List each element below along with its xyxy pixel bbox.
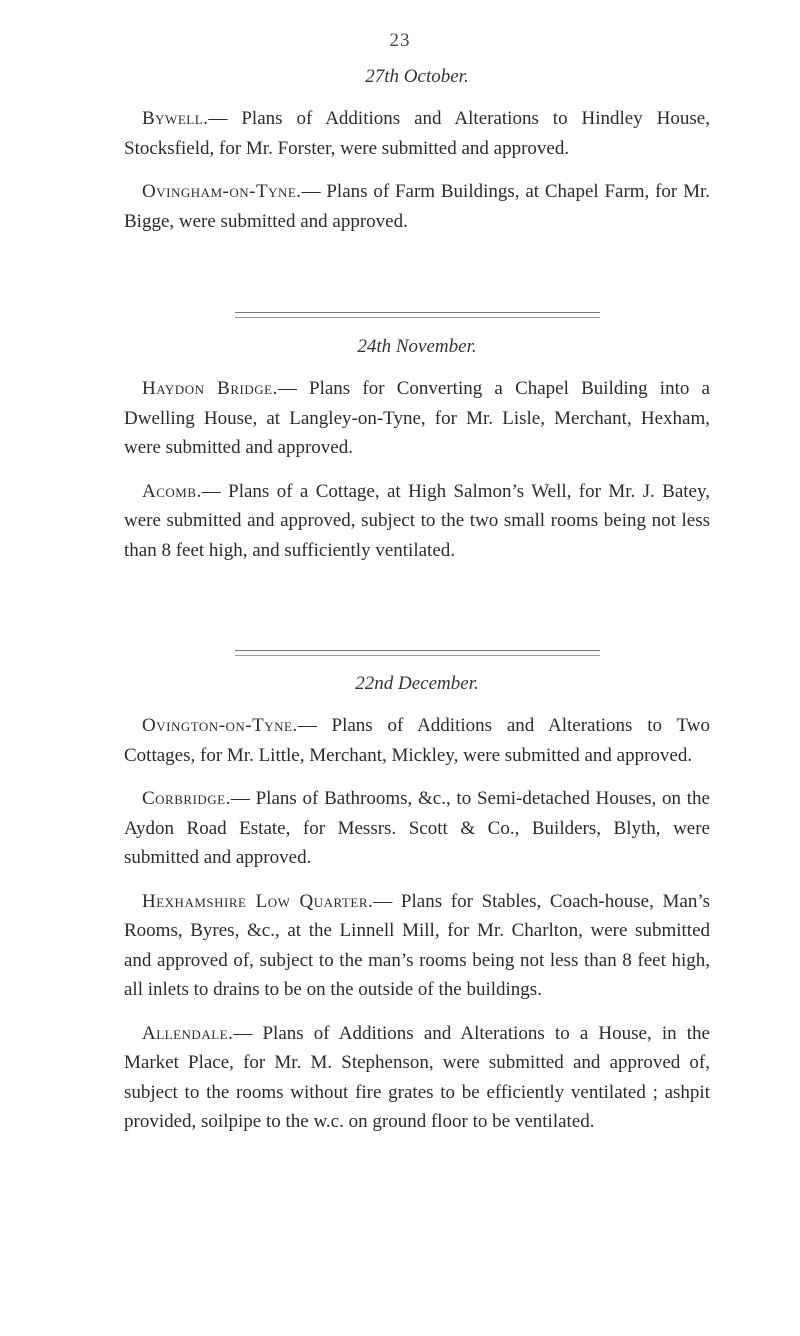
entry-text: — Plans of Farm Buildings, at Chapel Farm, for Mr. Bigge, were submitted and approved. — [124, 181, 710, 232]
minute-entry — [124, 711, 710, 770]
section-date: 27th October. — [365, 66, 469, 87]
entry-text: — Plans of Bathrooms, &c., to Semi-detached Houses, on the Aydon Road Estate, for Messrs. Scott & Co., Builders, Blyth, were submitted and approved. — [124, 788, 710, 868]
entry-text: — Plans of Additions and Alterations to Two Cottages, for Mr. Little, Merchant, Mickley, were submitted and approved. — [124, 715, 710, 766]
minute-entry — [124, 374, 710, 463]
entry-text: — Plans of Additions and Alterations to a House, in the Market Place, for Mr. M. Stephenson, were submitted and approved of, subject to the rooms without fire grates to be efficiently ventilated ; ashpit provided, soilpipe to the w.c. on ground floor to be ventilated. — [124, 1022, 710, 1132]
minute-entry — [124, 104, 710, 163]
entry-place: Ovingham-on-Tyne. — [142, 181, 302, 202]
section-divider — [235, 650, 600, 656]
entry-place: Allendale. — [142, 1022, 234, 1044]
minute-entry — [124, 477, 710, 566]
minute-entry — [124, 784, 710, 873]
section-divider — [235, 312, 600, 318]
section-date: 22nd December. — [355, 673, 479, 694]
entry-place: Ovington-on-Tyne. — [142, 715, 298, 736]
entry-place: Acomb. — [142, 480, 202, 502]
minute-entry — [124, 887, 710, 1005]
entry-place: Haydon Bridge. — [142, 378, 278, 399]
entry-place: Bywell. — [142, 108, 209, 129]
section-date: 24th November. — [357, 336, 477, 357]
entry-text: — Plans for Stables, Coach-house, Man’s Rooms, Byres, &c., at the Linnell Mill, for Mr. Charlton, were submitted and approved of, subject to the man’s rooms being not less than 8 feet high, all inlets to drains to be on the outside of the buildings. — [124, 890, 711, 1000]
entry-text: — Plans of a Cottage, at High Salmon’s Well, for Mr. J. Batey, were submitted and approved, subject to the two small rooms being not less than 8 feet high, and sufficiently ventilated. — [124, 480, 710, 561]
section-24th-november — [124, 336, 710, 579]
section-22nd-december — [124, 673, 710, 1151]
entry-place: Corbridge. — [142, 788, 231, 809]
minute-entry — [124, 177, 710, 236]
entry-text: — Plans for Converting a Chapel Building into a Dwelling House, at Langley-on-Tyne, for Mr. Lisle, Merchant, Hexham, were submitted and approved. — [124, 378, 710, 458]
minute-entry — [124, 1019, 710, 1137]
entry-place: Hexhamshire Low Quarter. — [142, 890, 374, 912]
entry-text: — Plans of Additions and Alterations to Hindley House, Stocksfield, for Mr. Forster, were submitted and approved. — [124, 108, 710, 159]
page-number: 23 — [389, 30, 411, 51]
section-27th-october — [124, 66, 710, 250]
